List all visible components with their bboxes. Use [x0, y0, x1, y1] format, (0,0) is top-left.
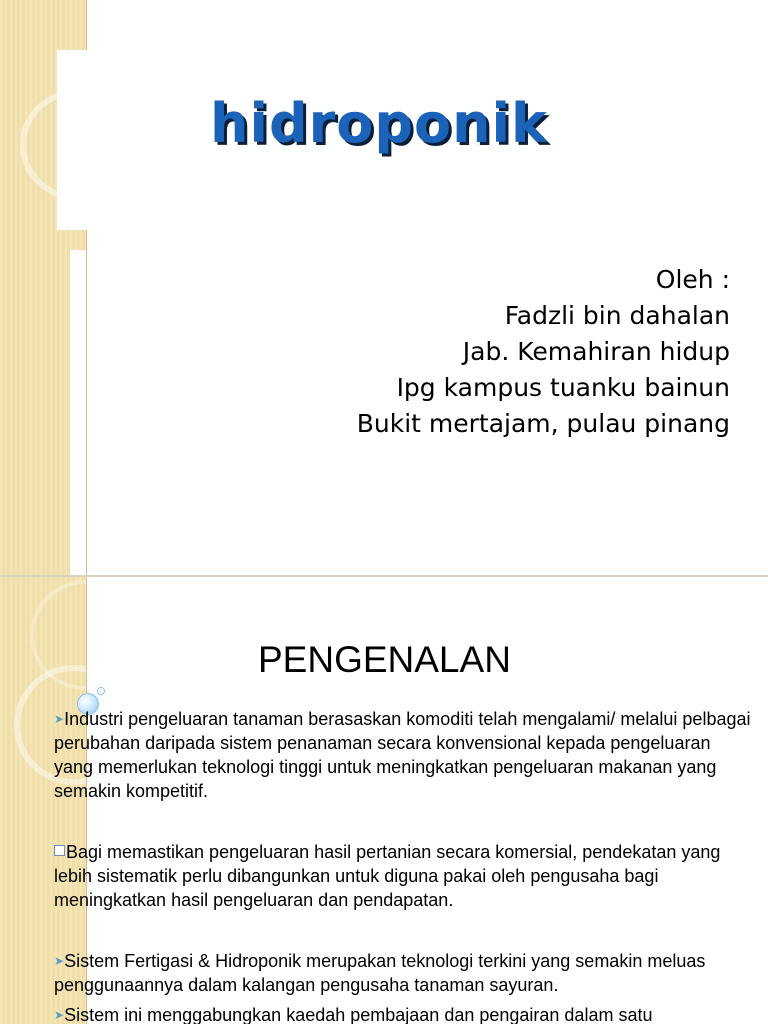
box-bullet-icon: [54, 845, 65, 856]
introduction-slide: [0, 577, 768, 1024]
arrow-bullet-icon: ➤: [54, 712, 65, 726]
list-item-text: Industri pengeluaran tanaman berasaskan komoditi telah mengalami/ melalui pelbagai perubahan daripada sistem penanaman secara konvensional kepada pengeluaran yang memerlukan teknologi tinggi untuk meningkatkan pengeluaran makanan yang semakin kompetitif.: [54, 709, 751, 801]
author-location: Bukit mertajam, pulau pinang: [356, 409, 730, 438]
decorative-white-tab: [57, 50, 87, 230]
author-department: Jab. Kemahiran hidup: [462, 337, 730, 366]
author-institution: Ipg kampus tuanku bainun: [396, 373, 730, 402]
section-heading: PENGENALAN: [258, 639, 511, 680]
author-label: Oleh :: [655, 265, 730, 294]
arrow-bullet-icon: ➤: [54, 1008, 65, 1022]
author-block: [357, 262, 730, 442]
list-item: [54, 1003, 754, 1024]
decorative-white-tab: [70, 250, 86, 575]
list-item: [54, 949, 754, 997]
list-item: [54, 707, 754, 803]
list-item-text: Sistem Fertigasi & Hidroponik merupakan teknologi terkini yang semakin meluas penggunaannya dalam kalangan pengusaha tanaman sayuran.: [54, 951, 706, 995]
author-name: Fadzli bin dahalan: [504, 301, 730, 330]
bubble-icon: [97, 687, 105, 695]
list-item-text: Sistem ini menggabungkan kaedah pembajaan dan pengairan dalam satu: [64, 1005, 653, 1024]
arrow-bullet-icon: ➤: [54, 954, 65, 968]
slide-title: hidroponik: [210, 92, 548, 155]
list-item: [54, 840, 754, 912]
bullet-list: [54, 707, 754, 1024]
list-item-text: Bagi memastikan pengeluaran hasil pertanian secara komersial, pendekatan yang lebih sistematik perlu dibangunkan untuk diguna pakai oleh pengusaha bagi meningkatkan hasil pengeluaran dan pendapatan.: [54, 842, 721, 910]
